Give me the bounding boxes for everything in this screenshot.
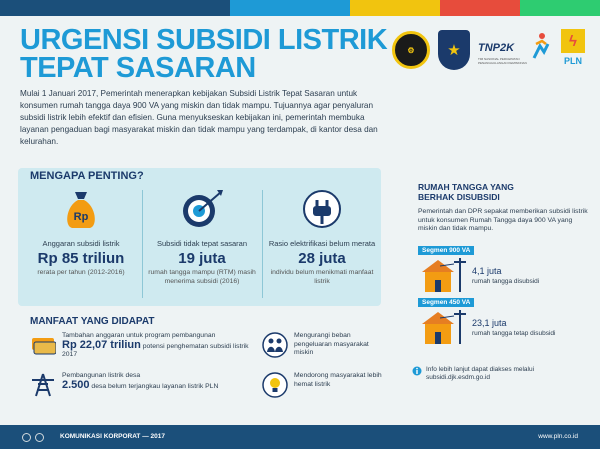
benefit-reduce-burden-text: Mengurangi beban pengeluaran masyarakat miskin	[294, 332, 369, 356]
why-column-target	[143, 186, 261, 286]
segment-450va-desc: rumah tangga tetap disubsidi	[472, 330, 556, 337]
top-band-yellow	[350, 0, 440, 16]
money-bag-label: Rp	[73, 211, 89, 223]
creative-commons-icons	[22, 433, 44, 442]
why-column-budget	[22, 186, 140, 278]
benefit-village-value: 2.500	[62, 378, 90, 391]
info-link[interactable]: subsidi.djk.esdm.go.id	[426, 374, 490, 381]
esdm-logo-icon: ⚙	[392, 31, 430, 69]
segment-450va	[418, 298, 588, 348]
top-band-blue	[230, 0, 350, 16]
benefit-budget-value: Rp 22,07 triliun	[62, 338, 141, 351]
by-icon	[35, 433, 44, 442]
top-band-red	[440, 0, 520, 16]
eligible-title-line-1: RUMAH TANGGA YANG	[418, 182, 514, 192]
segment-900va-count: 4,1 juta	[472, 266, 502, 276]
family-icon	[262, 332, 288, 358]
top-band-green	[520, 0, 600, 16]
info-icon	[412, 366, 422, 376]
eligible-households-title	[418, 182, 514, 202]
benefit-village-text	[62, 372, 218, 391]
info-text	[426, 366, 534, 382]
benefit-save-electricity-text: Mendorong masyarakat lebih hemat listrik	[294, 372, 382, 388]
bulb-icon	[262, 372, 288, 398]
footer-left-text: KOMUNIKASI KORPORAT — 2017	[60, 433, 165, 440]
benefit-budget-tail: potensi penghematan subsidi listrik 2017	[62, 342, 249, 358]
why-target-label: Subsidi tidak tepat sasaran	[156, 239, 248, 248]
benefit-reduce-burden	[262, 332, 382, 358]
why-electrification-label: Rasio elektrifikasi belum merata	[268, 239, 376, 248]
benefit-save-electricity	[262, 372, 382, 398]
pln-lightning-icon: ϟ	[561, 29, 585, 53]
target-icon	[179, 186, 225, 232]
page-title	[20, 26, 387, 82]
why-target-value: 19 juta	[178, 250, 226, 267]
why-electrification-sub: individu belum menikmati manfaat listrik	[270, 269, 374, 285]
title-line-1: URGENSI SUBSIDI LISTRIK	[20, 24, 388, 56]
why-electrification-value: 28 juta	[298, 250, 346, 267]
house-icon	[420, 308, 468, 346]
title-line-2: TEPAT SASARAN	[20, 52, 256, 84]
benefit-village-tail: desa belum terjangkau layanan listrik PLN	[91, 382, 219, 390]
pln-logo	[558, 29, 588, 71]
logo-bar	[392, 28, 588, 72]
why-column-electrification	[263, 186, 381, 286]
benefit-village	[30, 372, 250, 398]
why-budget-sub: rerata per tahun (2012-2016)	[37, 269, 125, 276]
benefit-budget-head: Tambahan anggaran untuk program pembangunan	[62, 332, 216, 339]
intro-paragraph: Mulai 1 Januari 2017, Pemerintah menerapkan kebijakan Subsidi Listrik Tepat Sasaran untuk konsumen rumah tangga daya 900 VA yang miskin dan tidak mampu. Tujuannya agar penyaluran subsidi listrik lebih efektif dan efisien. Guna menyukseskan kebijakan ini, pemerintah membuka layanan pengaduan bagi masyarakat miskin dan tidak mampu yang terdampak, di kantor desa dan kelurahan.	[20, 89, 378, 146]
benefit-budget-text	[62, 332, 250, 360]
tnp2k-logo	[478, 30, 550, 70]
segment-450va-tag: Segmen 450 VA	[418, 298, 474, 307]
footer-website-link[interactable]: www.pln.co.id	[538, 433, 578, 440]
info-note	[412, 366, 534, 382]
info-line-1: Info lebih lanjut dapat diakses melalui	[426, 366, 535, 373]
tnp2k-sub: TIM NASIONAL PERCEPATAN PENANGGULANGAN KEMISKINAN	[478, 57, 527, 65]
why-budget-value: Rp 85 triliun	[37, 250, 125, 267]
segment-450va-count: 23,1 juta	[472, 318, 507, 328]
benefit-village-head: Pembangunan listrik desa	[62, 372, 141, 379]
footer-bar	[0, 425, 600, 449]
plug-bulb-icon	[299, 186, 345, 232]
garuda-logo-icon: ★	[438, 30, 470, 70]
why-budget-label: Anggaran subsidi listrik	[42, 239, 120, 248]
segment-900va-desc: rumah tangga disubsidi	[472, 278, 540, 285]
top-color-bar	[0, 0, 600, 16]
pln-name: PLN	[564, 56, 582, 66]
tnp2k-name: TNP2K	[478, 42, 515, 54]
benefits-title: MANFAAT YANG DIDAPAT	[30, 316, 155, 327]
segment-900va	[418, 246, 588, 296]
eligible-description: Pemerintah dan DPR sepakat memberikan subsidi listrik untuk konsumen Rumah Tangga daya 900 VA yang miskin dan tidak mampu.	[418, 208, 588, 232]
power-tower-icon	[30, 372, 56, 398]
top-band-navy	[0, 0, 230, 16]
house-icon	[420, 256, 468, 294]
money-bag-icon	[58, 186, 104, 232]
why-important-title: MENGAPA PENTING?	[30, 170, 144, 182]
cc-icon	[22, 433, 31, 442]
money-stack-icon	[30, 332, 56, 358]
why-target-sub: rumah tangga mampu (RTM) masih menerima subsidi (2016)	[148, 269, 256, 285]
tnp2k-figure-icon	[530, 32, 550, 60]
benefit-budget	[30, 332, 250, 360]
segment-900va-tag: Segmen 900 VA	[418, 246, 474, 255]
eligible-title-line-2: BERHAK DISUBSIDI	[418, 192, 500, 202]
